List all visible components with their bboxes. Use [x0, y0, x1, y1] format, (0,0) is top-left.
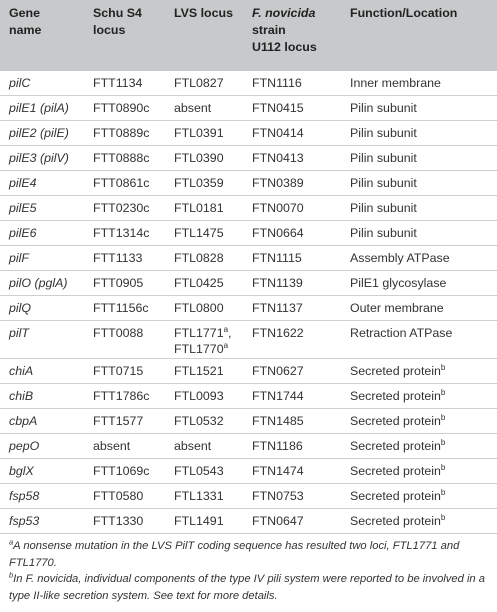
table-row — [0, 509, 497, 534]
cell-function-text: Pilin subunit — [350, 201, 417, 215]
cell-ftn-locus-text: FTN0627 — [252, 364, 304, 378]
cell-lvs-locus-text: FTL1521 — [174, 364, 224, 378]
cell-ftn-locus — [243, 509, 341, 534]
cell-gene-name-text: pilC — [9, 76, 31, 90]
header-ftn-locus — [243, 0, 341, 71]
cell-schu-locus-text: FTT0890c — [93, 101, 150, 115]
cell-lvs-locus — [165, 459, 243, 484]
cell-lvs-locus — [165, 384, 243, 409]
cell-function — [341, 509, 497, 534]
cell-function-text: Inner membrane — [350, 76, 441, 90]
cell-function — [341, 171, 497, 196]
cell-ftn-locus — [243, 409, 341, 434]
cell-schu-locus — [84, 96, 165, 121]
cell-ftn-locus — [243, 459, 341, 484]
header-gene-name — [0, 0, 84, 71]
cell-gene-name-text: cbpA — [9, 414, 38, 428]
cell-schu-locus-text: FTT1330 — [93, 514, 144, 528]
cell-lvs-locus-text: absent — [174, 101, 212, 115]
cell-ftn-locus-text: FTN1485 — [252, 414, 304, 428]
table-row — [0, 71, 497, 96]
cell-gene-name — [0, 171, 84, 196]
footnotes — [9, 538, 489, 604]
cell-ftn-locus-text: FTN0415 — [252, 101, 304, 115]
cell-lvs-locus — [165, 71, 243, 96]
cell-function — [341, 409, 497, 434]
cell-gene-name — [0, 359, 84, 384]
cell-gene-name — [0, 221, 84, 246]
cell-schu-locus — [84, 434, 165, 459]
cell-function — [341, 459, 497, 484]
cell-schu-locus-text: FTT0888c — [93, 151, 150, 165]
cell-lvs-locus — [165, 171, 243, 196]
cell-ftn-locus — [243, 71, 341, 96]
cell-ftn-locus — [243, 96, 341, 121]
footnote-b — [9, 571, 489, 604]
cell-schu-locus — [84, 384, 165, 409]
cell-lvs-locus-text: FTL0390 — [174, 151, 224, 165]
cell-schu-locus — [84, 271, 165, 296]
footnote-ref: b — [440, 437, 446, 447]
cell-ftn-locus — [243, 171, 341, 196]
cell-lvs-locus — [165, 221, 243, 246]
cell-lvs-locus — [165, 196, 243, 221]
cell-function — [341, 384, 497, 409]
cell-function — [341, 96, 497, 121]
cell-ftn-locus-text: FTN0647 — [252, 514, 304, 528]
cell-gene-name-text: bglX — [9, 464, 34, 478]
cell-schu-locus — [84, 359, 165, 384]
cell-schu-locus — [84, 409, 165, 434]
table-row — [0, 96, 497, 121]
footnote-b-text-before: In — [13, 573, 26, 586]
cell-ftn-locus-text: FTN1186 — [252, 439, 303, 453]
cell-gene-name — [0, 146, 84, 171]
cell-gene-name — [0, 409, 84, 434]
cell-lvs-locus — [165, 296, 243, 321]
table-row — [0, 221, 497, 246]
cell-gene-name-text: pilQ — [9, 301, 32, 315]
cell-lvs-locus-second: FTL1770 — [174, 342, 224, 356]
cell-gene-name-text: fsp53 — [9, 514, 40, 528]
cell-gene-name-text: pilT — [9, 326, 29, 340]
header-gene-line1: Gene — [9, 6, 40, 20]
cell-schu-locus-text: FTT0715 — [93, 364, 144, 378]
footnote-ref: b — [440, 387, 446, 397]
cell-function — [341, 246, 497, 271]
cell-gene-name — [0, 484, 84, 509]
cell-gene-name — [0, 71, 84, 96]
cell-function — [341, 484, 497, 509]
cell-gene-name — [0, 509, 84, 534]
cell-function — [341, 121, 497, 146]
header-schu-line1: Schu S4 — [93, 6, 142, 20]
cell-gene-name-text: pepO — [9, 439, 40, 453]
cell-gene-name-text: pilE1 (pilA) — [9, 101, 69, 115]
cell-function — [341, 196, 497, 221]
table-row — [0, 321, 497, 359]
cell-function — [341, 321, 497, 359]
cell-lvs-locus-text: FTL1331 — [174, 489, 224, 503]
cell-ftn-locus — [243, 271, 341, 296]
footnote-b-text-italic: F. novicida — [25, 573, 79, 586]
cell-schu-locus — [84, 459, 165, 484]
cell-function — [341, 359, 497, 384]
cell-lvs-locus — [165, 484, 243, 509]
cell-gene-name — [0, 121, 84, 146]
cell-ftn-locus — [243, 434, 341, 459]
cell-ftn-locus — [243, 121, 341, 146]
footnote-b-marker: b — [9, 570, 14, 580]
cell-lvs-locus-text: absent — [174, 439, 212, 453]
cell-lvs-locus — [165, 246, 243, 271]
cell-function-text: Secreted protein — [350, 489, 441, 503]
header-schu-locus — [84, 0, 165, 71]
cell-schu-locus-text: FTT0889c — [93, 126, 150, 140]
cell-schu-locus-text: absent — [93, 439, 131, 453]
table-row — [0, 296, 497, 321]
cell-gene-name — [0, 384, 84, 409]
cell-ftn-locus — [243, 246, 341, 271]
cell-schu-locus-text: FTT1133 — [93, 251, 143, 265]
header-row — [0, 0, 497, 71]
table-row — [0, 484, 497, 509]
cell-schu-locus — [84, 484, 165, 509]
cell-lvs-locus-text: FTL1491 — [174, 514, 224, 528]
cell-lvs-locus-text: FTL1771 — [174, 326, 224, 340]
table-row — [0, 171, 497, 196]
table-row — [0, 246, 497, 271]
cell-schu-locus — [84, 509, 165, 534]
cell-gene-name-text: pilF — [9, 251, 29, 265]
cell-lvs-locus-text: FTL0391 — [174, 126, 224, 140]
cell-ftn-locus — [243, 221, 341, 246]
cell-gene-name-text: fsp58 — [9, 489, 40, 503]
table-row — [0, 196, 497, 221]
cell-schu-locus-text: FTT0088 — [93, 326, 144, 340]
cell-lvs-locus-text: FTL0828 — [174, 251, 224, 265]
cell-ftn-locus-text: FTN1115 — [252, 251, 302, 265]
table-row — [0, 459, 497, 484]
cell-gene-name-text: chiA — [9, 364, 34, 378]
footnote-ref: a — [223, 340, 229, 350]
cell-ftn-locus-text: FTN1116 — [252, 76, 302, 90]
header-gene-line2: name — [9, 23, 42, 37]
footnote-ref: b — [440, 412, 446, 422]
footnote-ref: b — [440, 362, 446, 372]
cell-function — [341, 146, 497, 171]
cell-schu-locus-text: FTT0230c — [93, 201, 150, 215]
header-schu-line2: locus — [93, 23, 126, 37]
cell-function-text: Pilin subunit — [350, 126, 417, 140]
table-row — [0, 271, 497, 296]
cell-lvs-locus — [165, 121, 243, 146]
cell-ftn-locus-text: FTN0070 — [252, 201, 304, 215]
cell-function-text: Pilin subunit — [350, 226, 417, 240]
cell-gene-name-text: chiB — [9, 389, 34, 403]
cell-lvs-locus — [165, 409, 243, 434]
cell-gene-name-text: pilE3 (pilV) — [9, 151, 69, 165]
cell-schu-locus-text: FTT1577 — [93, 414, 144, 428]
cell-gene-name-text: pilE4 — [9, 176, 37, 190]
cell-schu-locus — [84, 221, 165, 246]
cell-gene-name — [0, 434, 84, 459]
cell-gene-name — [0, 321, 84, 359]
cell-function-text: Assembly ATPase — [350, 251, 450, 265]
table-row — [0, 121, 497, 146]
footnote-ref: b — [440, 487, 446, 497]
cell-gene-name — [0, 246, 84, 271]
cell-function — [341, 271, 497, 296]
cell-schu-locus-text: FTT0861c — [93, 176, 150, 190]
cell-ftn-locus — [243, 296, 341, 321]
footnote-ref: b — [440, 512, 446, 522]
cell-lvs-locus — [165, 271, 243, 296]
cell-gene-name — [0, 196, 84, 221]
table-row — [0, 409, 497, 434]
header-ftn-line3: U112 locus — [252, 40, 317, 54]
cell-schu-locus-text: FTT1314c — [93, 226, 150, 240]
cell-gene-name-text: pilE6 — [9, 226, 37, 240]
footnote-ref: b — [440, 462, 446, 472]
cell-ftn-locus — [243, 384, 341, 409]
cell-gene-name-text: pilE2 (pilE) — [9, 126, 69, 140]
header-lvs-line1: LVS locus — [174, 6, 233, 20]
cell-ftn-locus — [243, 484, 341, 509]
cell-lvs-locus-text: FTL0800 — [174, 301, 224, 315]
cell-schu-locus-text: FTT0905 — [93, 276, 144, 290]
cell-ftn-locus — [243, 359, 341, 384]
cell-function-text: PilE1 glycosylase — [350, 276, 447, 290]
cell-ftn-locus — [243, 321, 341, 359]
cell-ftn-locus-text: FTN1474 — [252, 464, 304, 478]
table-row — [0, 146, 497, 171]
cell-function-text: Secreted protein — [350, 389, 441, 403]
cell-gene-name — [0, 296, 84, 321]
header-lvs-locus — [165, 0, 243, 71]
cell-ftn-locus-text: FTN0664 — [252, 226, 304, 240]
cell-ftn-locus-text: FTN1137 — [252, 301, 303, 315]
cell-function-text: Retraction ATPase — [350, 326, 453, 340]
table-row — [0, 434, 497, 459]
cell-ftn-locus — [243, 146, 341, 171]
cell-schu-locus — [84, 321, 165, 359]
cell-ftn-locus-text: FTN1744 — [252, 389, 304, 403]
cell-ftn-locus-text: FTN1622 — [252, 326, 304, 340]
cell-lvs-locus — [165, 509, 243, 534]
cell-function — [341, 434, 497, 459]
cell-schu-locus-text: FTT1156c — [93, 301, 149, 315]
cell-ftn-locus — [243, 196, 341, 221]
cell-function-text: Secreted protein — [350, 414, 441, 428]
cell-function — [341, 71, 497, 96]
cell-schu-locus — [84, 146, 165, 171]
table-row — [0, 359, 497, 384]
cell-lvs-locus — [165, 146, 243, 171]
cell-lvs-locus-text: FTL0543 — [174, 464, 224, 478]
cell-ftn-locus-text: FTN0414 — [252, 126, 304, 140]
cell-lvs-locus-text: FTL0181 — [174, 201, 224, 215]
cell-schu-locus — [84, 196, 165, 221]
cell-function-text: Secreted protein — [350, 364, 441, 378]
cell-function — [341, 221, 497, 246]
cell-lvs-locus — [165, 96, 243, 121]
footnote-ref: a — [223, 324, 229, 334]
cell-function-text: Secreted protein — [350, 439, 441, 453]
table-row — [0, 384, 497, 409]
cell-schu-locus — [84, 71, 165, 96]
cell-lvs-locus-text: FTL0425 — [174, 276, 224, 290]
cell-lvs-locus — [165, 359, 243, 384]
cell-gene-name — [0, 271, 84, 296]
cell-function-text: Secreted protein — [350, 464, 441, 478]
cell-function-text: Pilin subunit — [350, 101, 417, 115]
cell-lvs-locus-text: FTL0093 — [174, 389, 224, 403]
cell-schu-locus-text: FTT1134 — [93, 76, 143, 90]
cell-ftn-locus-text: FTN0413 — [252, 151, 304, 165]
cell-lvs-locus: FTL1771$^a$, FTL1770$^a$ — [174, 324, 232, 356]
cell-function — [341, 296, 497, 321]
header-func-line1: Function/Location — [350, 6, 458, 20]
cell-schu-locus — [84, 296, 165, 321]
table-body — [0, 71, 497, 534]
cell-ftn-locus-text: FTN1139 — [252, 276, 303, 290]
header-ftn-line1: F. novicida — [252, 6, 316, 20]
cell-schu-locus — [84, 171, 165, 196]
cell-lvs-locus-text: FTL0359 — [174, 176, 224, 190]
footnote-a — [9, 538, 489, 571]
cell-schu-locus-text: FTT1786c — [93, 389, 150, 403]
cell-lvs-locus — [165, 434, 243, 459]
header-function — [341, 0, 497, 71]
footnote-a-marker: a — [9, 537, 14, 547]
cell-lvs-locus-text: FTL0827 — [174, 76, 224, 90]
cell-function-text: Pilin subunit — [350, 176, 417, 190]
cell-gene-name — [0, 96, 84, 121]
cell-gene-name-text: pilE5 — [9, 201, 37, 215]
cell-ftn-locus-text: FTN0753 — [252, 489, 304, 503]
cell-function-text: Pilin subunit — [350, 151, 417, 165]
cell-ftn-locus-text: FTN0389 — [252, 176, 304, 190]
table-header — [0, 0, 497, 71]
cell-function-text: Outer membrane — [350, 301, 444, 315]
footnote-b-text-after: , individual components of the type IV pili system were reported to be involved in a type II-like secretion system. See text for more details. — [9, 573, 485, 602]
cell-gene-name-text: pilO (pglA) — [9, 276, 68, 290]
cell-function-text: Secreted protein — [350, 514, 441, 528]
cell-lvs-locus-text: FTL0532 — [174, 414, 224, 428]
cell-lvs-locus-text: FTL1475 — [174, 226, 224, 240]
cell-schu-locus — [84, 121, 165, 146]
footnote-a-text: A nonsense mutation in the LVS PilT coding sequence has resulted two loci, FTL1771 and FTL1770. — [9, 540, 460, 569]
cell-gene-name — [0, 459, 84, 484]
header-ftn-line2: strain — [252, 23, 286, 37]
cell-schu-locus-text: FTT1069c — [93, 464, 150, 478]
cell-schu-locus — [84, 246, 165, 271]
cell-schu-locus-text: FTT0580 — [93, 489, 144, 503]
